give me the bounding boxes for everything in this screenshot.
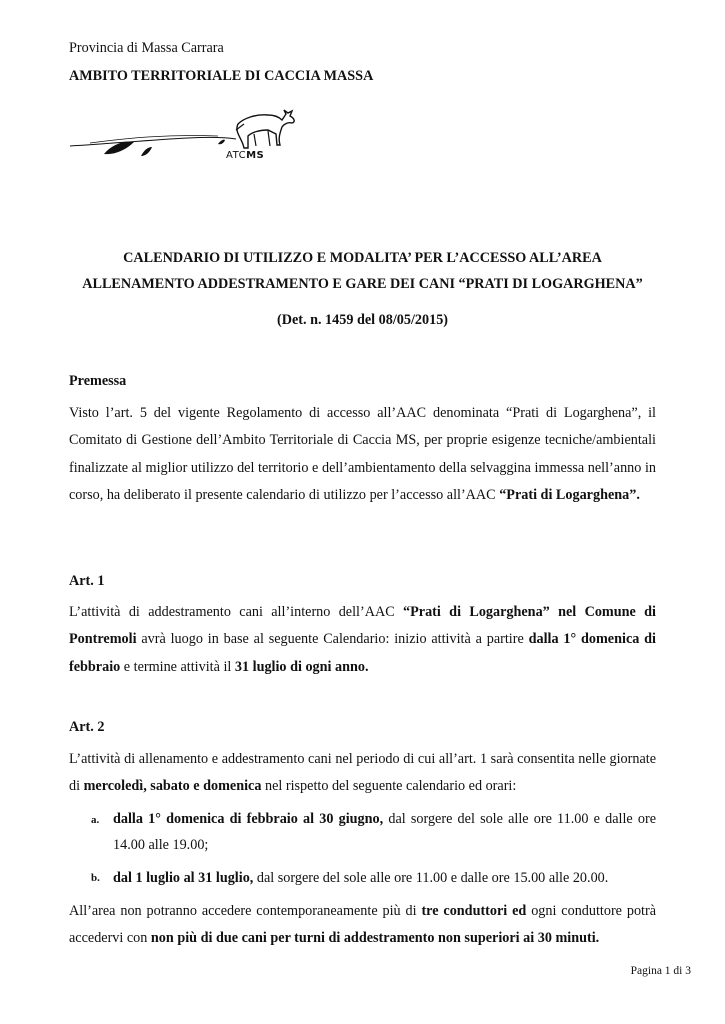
page-number: Pagina 1 di 3: [630, 965, 691, 977]
atcms-logo: [68, 100, 308, 170]
art2-paragraph: L’attività di allenamento e addestramento cani nel periodo di cui all’art. 1 sarà consentita nelle giornate di mercoledì, sabato e domenica nel rispetto del seguente calendario ed orari:: [69, 751, 656, 795]
title-line-2: ALLENAMENTO ADDESTRAMENTO E GARE DEI CANI “PRATI DI LOGARGHENA”: [82, 276, 643, 292]
art2-paragraph-2: All’area non potranno accedere contemporaneamente più di tre conduttori ed ogni conduttore potrà accedervi con non più di due cani per turni di addestramento non superiori ai 30 minuti.: [69, 903, 657, 947]
premessa-heading: Premessa: [69, 373, 127, 389]
art1-heading: Art. 1: [69, 573, 105, 589]
ambito-name: AMBITO TERRITORIALE DI CACCIA MASSA: [69, 68, 374, 84]
deer-logo-icon: [68, 100, 308, 170]
logo-text: ATCMS: [226, 150, 265, 161]
province-name: Provincia di Massa Carrara: [69, 40, 224, 56]
art2-heading: Art. 2: [69, 719, 105, 735]
list-item-a: dalla 1° domenica di febbraio al 30 giugno, dal sorgere del sole alle ore 11.00 e dalle ore 14.00 alle 19.00;: [113, 811, 656, 853]
list-item-b-marker: b.: [91, 872, 100, 884]
art1-paragraph: L’attività di addestramento cani all’interno dell’AAC “Prati di Logarghena” nel Comune di Pontremoli avrà luogo in base al seguente Calendario: inizio attività a partire dalla 1° domenica di febbraio e termine attività il 31 luglio di ogni anno.: [69, 604, 656, 675]
premessa-paragraph: Visto l’art. 5 del vigente Regolamento di accesso all’AAC denominata “Prati di Logarghena”, il Comitato di Gestione dell’Ambito Territoriale di Caccia MS, per proprie esigenze tecniche/ambientali finalizzate al miglior utilizzo del territorio e dell’ambientamento della selvaggina immessa nell’anno in corso, ha deliberato il presente calendario di utilizzo per l’accesso all’AAC “Prati di Logarghena”.: [69, 405, 656, 504]
list-item-a-marker: a.: [91, 814, 100, 826]
list-item-b: dal 1 luglio al 31 luglio, dal sorgere del sole alle ore 11.00 e dalle ore 15.00 alle 20.00.: [113, 870, 609, 886]
title-line-1: CALENDARIO DI UTILIZZO E MODALITA’ PER L’ACCESSO ALL’AREA: [123, 250, 602, 266]
determination: (Det. n. 1459 del 08/05/2015): [276, 312, 449, 328]
